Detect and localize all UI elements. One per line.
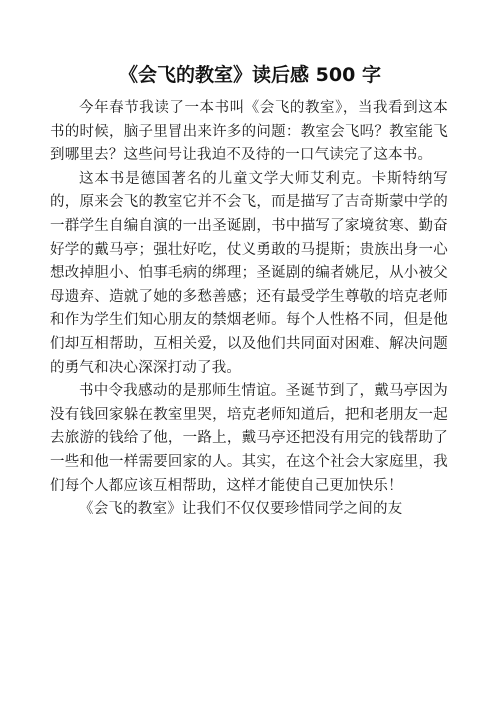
document-title: 《会飞的教室》读后感 500 字 — [119, 64, 381, 86]
paragraph-3: 书中令我感动的是那师生情谊。圣诞节到了，戴马亭因为没有钱回家躲在教室里哭，培克老师知道后，把和老朋友一起去旅游的钱给了他，一路上，戴马亭还把没有用完的钱帮助了一些和他一样需要回家的人。其实，在这个社会大家庭里，我们每个人都应该互相帮助，这样才能使自己更加快乐！ — [50, 383, 448, 494]
paragraph-1: 今年春节我读了一本书叫《会飞的教室》，当我看到这本书的时候，脑子里冒出来许多的问题：教室会飞吗？教室能飞到哪里去？这些问号让我迫不及待的一口气读完了这本书。 — [50, 100, 448, 164]
paragraph-2: 这本书是德国著名的儿童文学大师艾利克。卡斯特纳写的，原来会飞的教室它并不会飞，而是描写了吉奇斯蒙中学的一群学生自编自演的一出圣诞剧，书中描写了家境贫寒、勤奋好学的戴马亭；强壮好吃，仗义勇敢的马提斯；贵族出身一心想改掉胆小、怕事毛病的绑理；圣诞剧的编者姚尼，从小被父母遗弃、造就了她的多愁善感；还有最受学生尊敬的培克老师和作为学生们知心朋友的禁烟老师。每个人性格不同，但是他们却互相帮助，互相关爱，以及他们共同面对困难、解决问题的勇气和决心深深打动了我。 — [50, 170, 448, 376]
paragraph-4: 《会飞的教室》让我们不仅仅要珍惜同学之间的友 — [79, 501, 403, 518]
document-body — [50, 97, 448, 522]
